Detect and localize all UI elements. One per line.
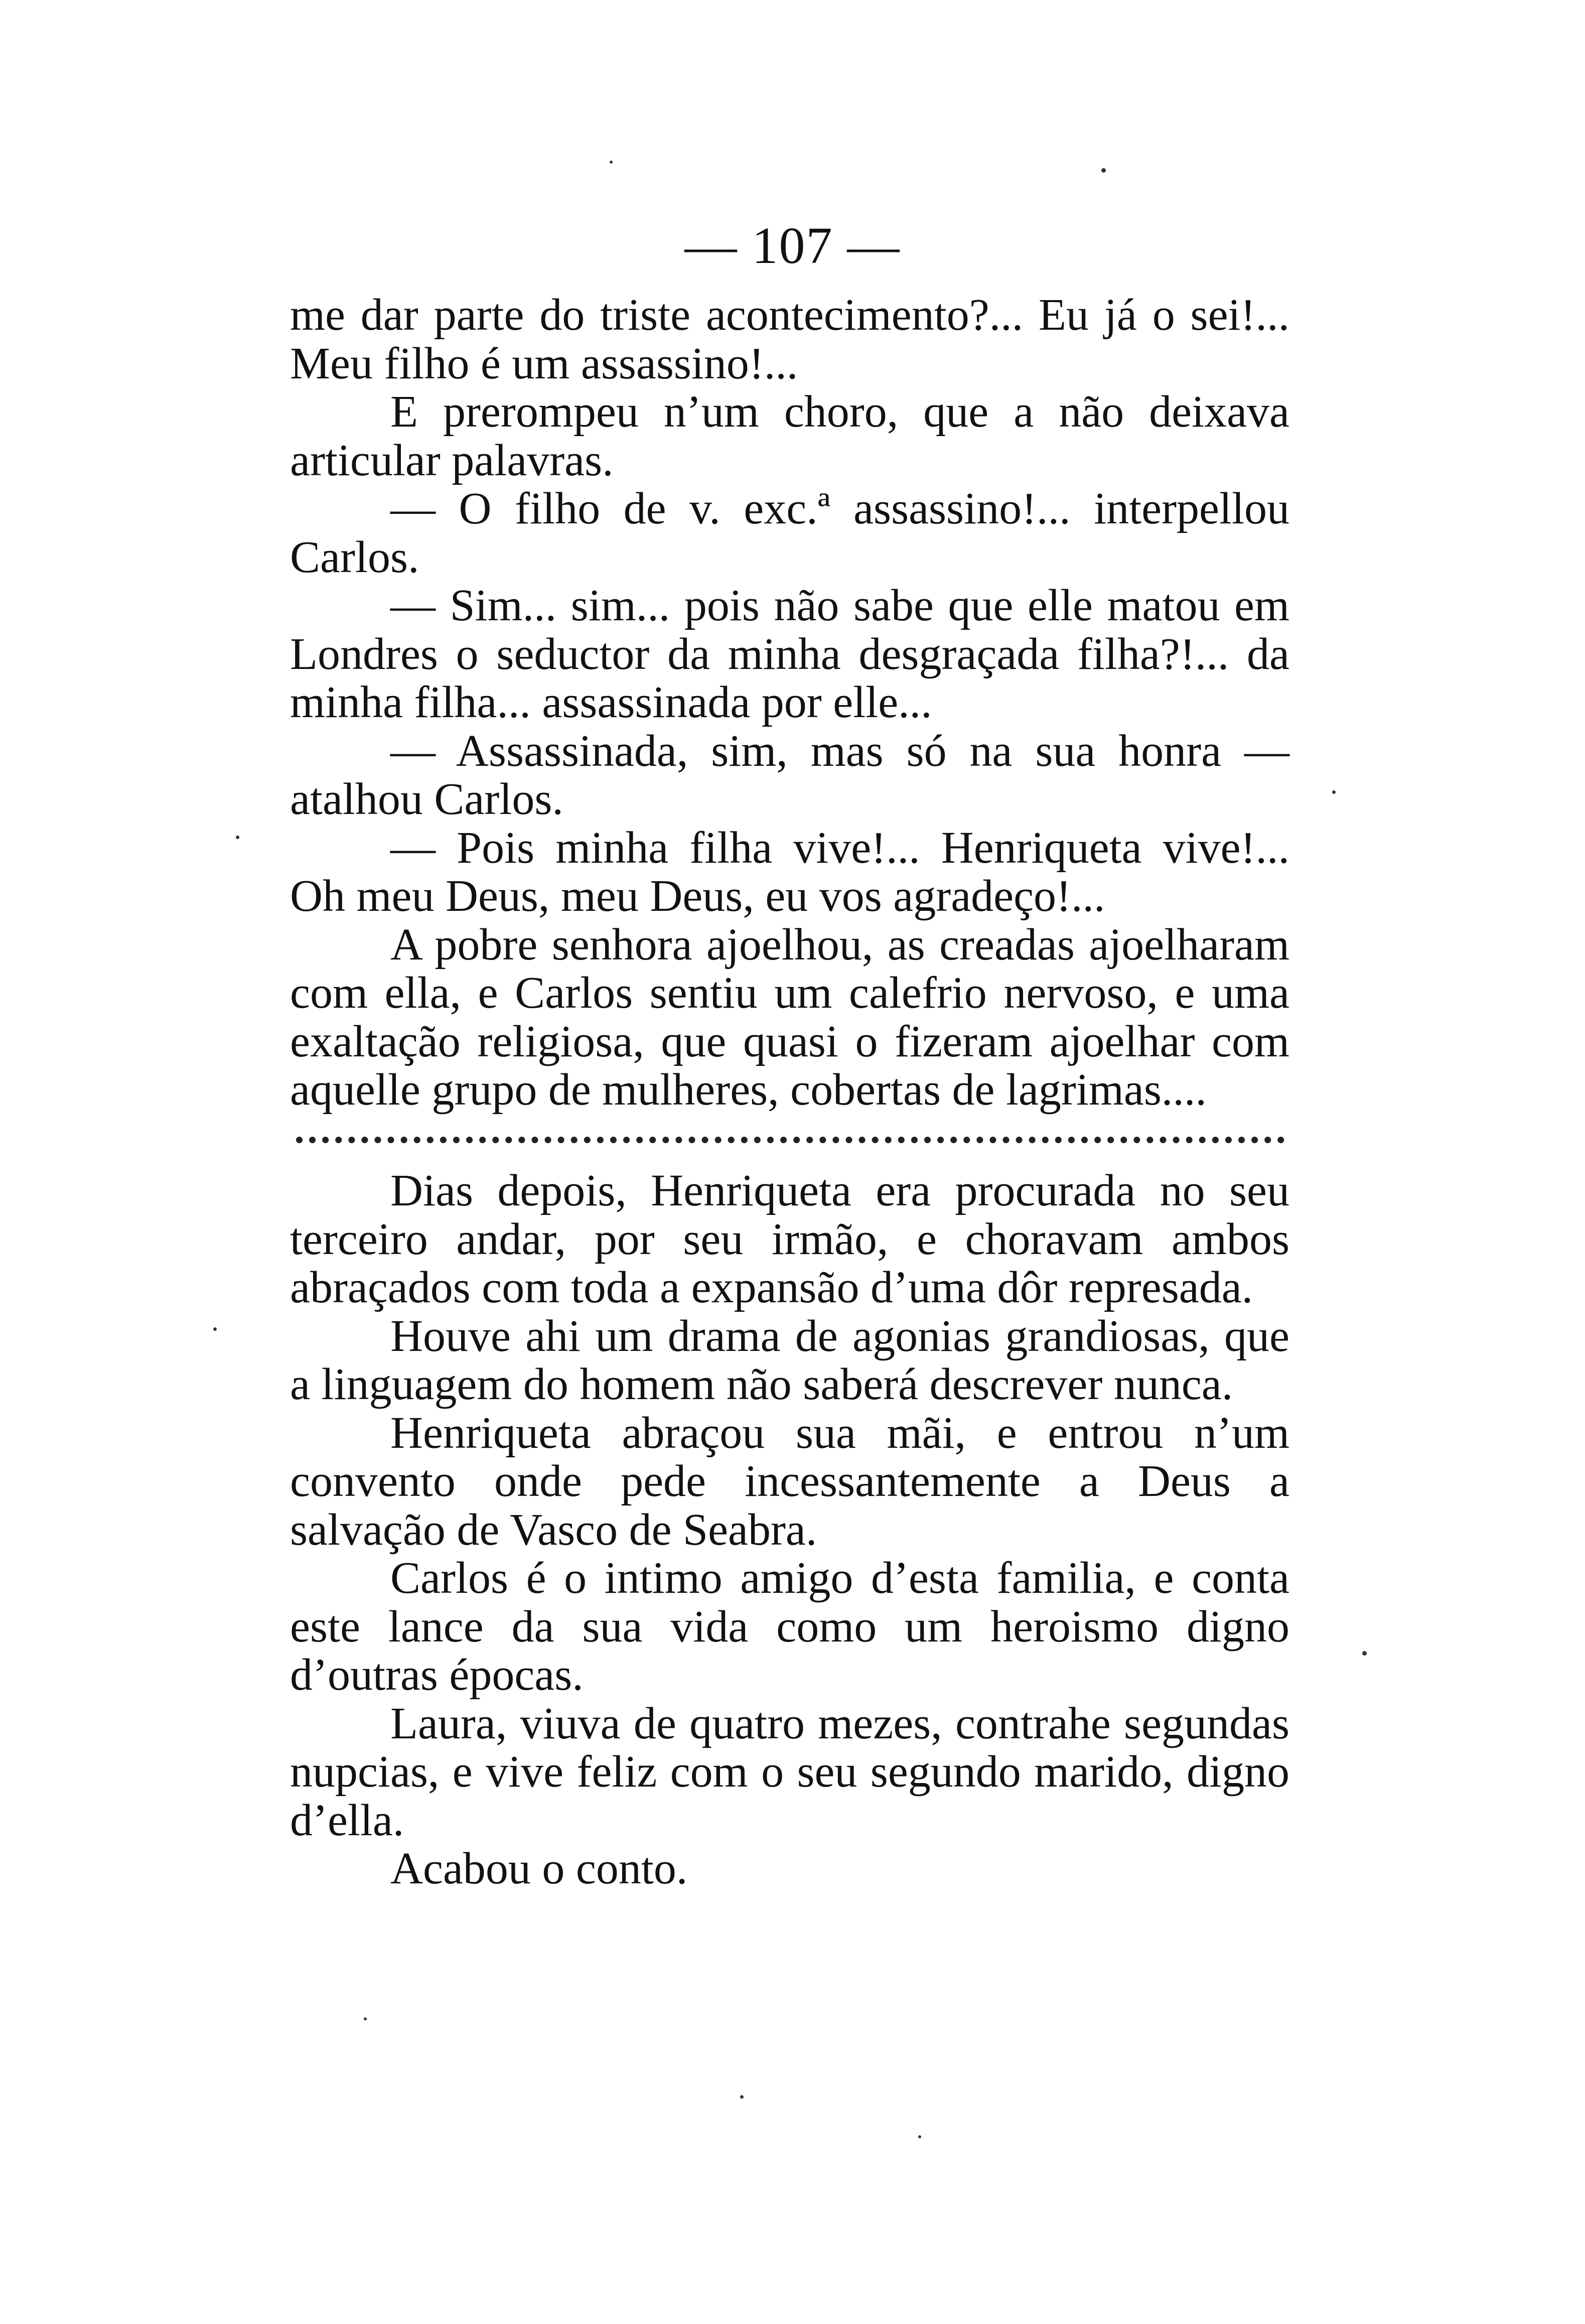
text-block-lower <box>290 1167 1289 1893</box>
scan-speck <box>236 836 239 839</box>
text-block-upper <box>290 291 1289 1115</box>
paragraph: Henriqueta abraçou sua mãi, e entrou n’um convento onde pede incessantemente a Deus a salvação de Vasco de Seabra. <box>290 1408 1289 1555</box>
scan-speck <box>1362 1651 1367 1656</box>
paragraph-dialogue: — O filho de v. exc.ª assassino!... interpellou Carlos. <box>290 484 1289 582</box>
scan-speck <box>364 2017 367 2020</box>
scan-speck <box>610 161 613 164</box>
section-break-dotted-rule <box>296 1137 1284 1143</box>
page-number: — 107 — <box>684 217 901 275</box>
paragraph-continuation: me dar parte do triste acontecimento?... Eu já o sei!... Meu filho é um assassino!... <box>290 290 1289 388</box>
paragraph-dialogue: — Pois minha filha vive!... Henriqueta vive!... Oh meu Deus, meu Deus, eu vos agradeço!... <box>290 823 1289 921</box>
scan-speck <box>918 2135 921 2138</box>
scan-speck <box>740 2095 744 2099</box>
paragraph-final: Acabou o conto. <box>390 1844 688 1893</box>
paragraph: E prerompeu n’um choro, que a não deixava articular palavras. <box>290 387 1289 485</box>
paragraph-dialogue: — Sim... sim... pois não sabe que elle matou em Londres o seductor da minha desgraçada filha?!... da minha filha... assassinada por elle... <box>290 581 1289 727</box>
scan-speck <box>1332 790 1336 794</box>
paragraph: A pobre senhora ajoelhou, as creadas ajoelharam com ella, e Carlos sentiu um calefrio nervoso, e uma exaltação religiosa, que quasi o fizeram ajoelhar com aquelle grupo de mulheres, cobertas de lagrimas.... <box>290 919 1289 1115</box>
scan-speck <box>213 1327 217 1331</box>
paragraph: Dias depois, Henriqueta era procurada no seu terceiro andar, por seu irmão, e choravam ambos abraçados com toda a expansão d’uma dôr represada. <box>290 1166 1289 1312</box>
paragraph: Laura, viuva de quatro mezes, contrahe segundas nupcias, e vive feliz com o seu segundo marido, digno d’ella. <box>290 1698 1289 1845</box>
paragraph: Carlos é o intimo amigo d’esta familia, e conta este lance da sua vida como um heroismo digno d’outras épocas. <box>290 1553 1289 1700</box>
scan-speck <box>1101 168 1106 173</box>
paragraph-dialogue: — Assassinada, sim, mas só na sua honra — atalhou Carlos. <box>290 726 1289 824</box>
paragraph: Houve ahi um drama de agonias grandiosas, que a linguagem do homem não saberá descrever nunca. <box>290 1311 1289 1409</box>
